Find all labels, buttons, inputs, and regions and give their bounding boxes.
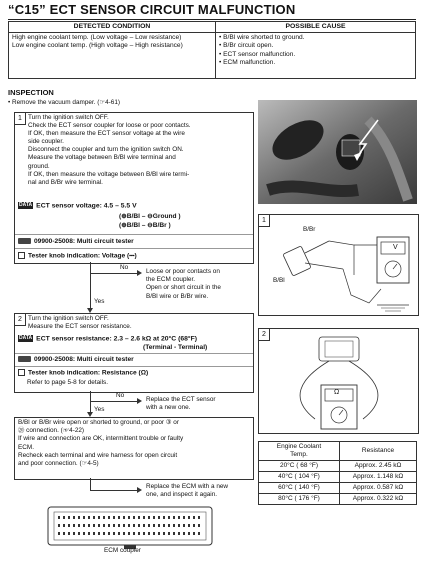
knob-indication: Tester knob indication: Voltage (⎓)	[28, 252, 137, 260]
step2-number: 2	[15, 314, 26, 326]
engine-photo	[258, 100, 417, 204]
resistance-cell: Approx. 0.587 kΩ	[340, 483, 417, 494]
possible-cause-header: POSSIBLE CAUSE	[216, 22, 416, 33]
meter-ohm-label: Ω	[334, 389, 340, 396]
step1-box	[14, 112, 254, 264]
right-arrow-icon	[137, 398, 142, 404]
condition-table	[8, 21, 416, 79]
temp-cell: 60°C ( 140 °F)	[259, 483, 340, 494]
voltage-spec: ECT sensor voltage: 4.5 – 5.5 V	[36, 202, 137, 210]
detected-condition-header: DETECTED CONDITION	[9, 22, 216, 33]
step1-line: If OK, then measure the voltage between B/Bl wire termi-	[28, 170, 190, 178]
title-rule	[8, 19, 416, 20]
step1-line: Disconnect the coupler and turn the ignition switch ON.	[28, 146, 184, 154]
no-label: No	[116, 392, 125, 399]
meter-v-label: V	[393, 244, 398, 251]
ect-resistance-table	[258, 441, 417, 505]
remove-damper-note: • Remove the vacuum damper. (☞4-61)	[8, 99, 121, 106]
final-line: B/Bl or B/Br wire open or shorted to ground, or poor ③ or	[18, 419, 179, 426]
figure-2-box	[258, 328, 419, 434]
replace-ecm-note: Replace the ECM with a new one, and inspect it again.	[146, 483, 229, 499]
voltage-measure-diagram	[259, 215, 418, 315]
no2-result: Replace the ECT sensor with a new one.	[146, 396, 216, 412]
step1-line: side coupler.	[28, 138, 64, 146]
refer-note: Refer to page 5-8 for details.	[27, 379, 108, 386]
figure-1-box	[258, 214, 419, 316]
final-line: and poor connection. (☞4-5)	[18, 460, 99, 468]
terminal-label: (Terminal - Terminal)	[143, 344, 208, 351]
right-arrow-icon	[137, 487, 142, 493]
tester-icon	[18, 238, 31, 244]
final-line: ECM.	[18, 443, 34, 451]
step1-line: If OK, then measure the ECT sensor voltage at the wire	[28, 130, 185, 138]
yes-label: Yes	[94, 406, 105, 413]
temp-cell: 80°C ( 176 °F)	[259, 494, 340, 505]
step2-line: Turn the ignition switch OFF.	[28, 315, 109, 322]
step1-line: Measure the voltage between B/Bl wire terminal and	[28, 154, 176, 162]
tester-knob-icon	[18, 369, 25, 376]
temp-cell: 20°C ( 68 °F)	[259, 461, 340, 472]
resistance-cell: Approx. 0.322 kΩ	[340, 494, 417, 505]
cause-4: • ECM malfunction.	[219, 58, 276, 66]
wire-b-bl-label: B/Bl	[273, 277, 285, 284]
tester-label: 09900-25008: Multi circuit tester	[34, 238, 134, 245]
resistance-cell: Approx. 2.45 kΩ	[340, 461, 417, 472]
temp-cell: 40°C ( 104 °F)	[259, 472, 340, 483]
resistance-spec: ECT sensor resistance: 2.3 – 2.6 kΩ at 20°C (68°F)	[36, 335, 198, 343]
final-line: If wire and connection are OK, intermittent trouble or faulty	[18, 435, 184, 443]
condition-2: Low engine coolant temp. (High voltage – High resistance)	[12, 42, 183, 50]
tester-label: 09900-25008: Multi circuit tester	[34, 356, 134, 363]
cause-2: • B/Br circuit open.	[219, 42, 274, 50]
data-badge: DATA	[19, 335, 33, 341]
tester-icon	[18, 356, 31, 362]
condition-1: High engine coolant temp. (Low voltage – Low resistance)	[12, 34, 182, 42]
yes-label: Yes	[94, 298, 105, 305]
tester-knob-icon	[18, 252, 25, 259]
wire-b-br-label: B/Br	[303, 226, 316, 233]
final-box	[14, 417, 254, 480]
figure-1-number: 1	[259, 215, 270, 227]
final-line: Recheck each terminal and wire harness for open circuit	[18, 451, 178, 459]
step2-box	[14, 313, 254, 393]
no-label: No	[120, 264, 129, 271]
step1-line: ground.	[28, 162, 50, 170]
step1-line: nal and B/Br wire terminal.	[28, 178, 103, 186]
page-title: “C15” ECT SENSOR CIRCUIT MALFUNCTION	[8, 2, 296, 17]
right-arrow-icon	[137, 270, 142, 276]
step1-line: Check the ECT sensor coupler for loose or poor contacts.	[28, 122, 191, 130]
ecm-coupler-caption: ECM coupler	[104, 547, 141, 554]
final-line: ⑳ connection. (☞4-22)	[18, 427, 85, 435]
step2-line: Measure the ECT sensor resistance.	[28, 323, 132, 331]
resistance-header: Resistance	[340, 442, 417, 461]
data-badge: DATA	[19, 202, 33, 208]
spec-line-1: (⊕B/Bl – ⊖Ground )	[119, 213, 181, 220]
spec-line-2: (⊕B/Bl – ⊖B/Br )	[119, 222, 171, 229]
cause-3: • ECT sensor malfunction.	[219, 50, 296, 58]
inspection-heading: INSPECTION	[8, 88, 54, 97]
knob-indication: Tester knob indication: Resistance (Ω)	[28, 369, 149, 377]
step1-number: 1	[15, 113, 26, 125]
step1-line: Turn the ignition switch OFF.	[28, 114, 109, 121]
resistance-cell: Approx. 1.148 kΩ	[340, 472, 417, 483]
cause-1: • B/Bl wire shorted to ground.	[219, 34, 305, 42]
resistance-measure-diagram	[259, 329, 418, 433]
coolant-temp-header: Engine Coolant Temp.	[276, 443, 322, 458]
figure-2-number: 2	[259, 329, 270, 341]
no1-result: Loose or poor contacts on the ECM coupler. Open or short circuit in the B/Bl wire or B/Br wire.	[146, 268, 221, 300]
